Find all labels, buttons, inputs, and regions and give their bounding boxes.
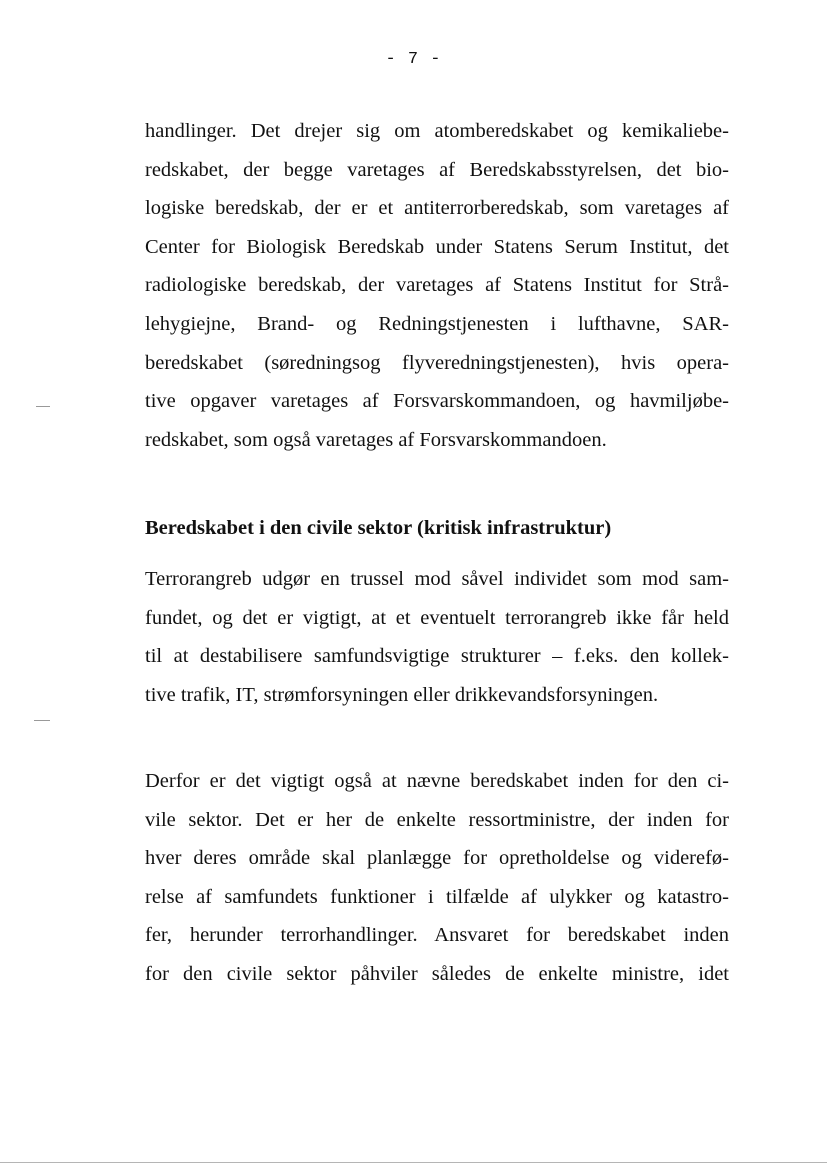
text-line: redskabet, der begge varetages af Beredskabsstyrelsen, det bio- — [145, 158, 729, 181]
text-line: Center for Biologisk Beredskab under Statens Serum Institut, det — [145, 235, 729, 258]
text-line: Terrorangreb udgør en trussel mod såvel individet som mod sam- — [145, 568, 729, 590]
text-line: tive opgaver varetages af Forsvarskommandoen, og havmiljøbe- — [145, 390, 729, 413]
text-line: hver deres område skal planlægge for opretholdelse og viderefø- — [145, 847, 729, 870]
scan-mark — [36, 406, 50, 407]
section-heading: Beredskabet i den civile sektor (kritisk infrastruktur) — [145, 517, 612, 539]
paragraph-civil-sector — [145, 762, 729, 994]
text-line: til at destabilisere samfundsvigtige strukturer – f.eks. den kollek- — [145, 645, 729, 668]
paragraph-terror-threat — [145, 560, 729, 714]
text-line: beredskabet (søredningsog flyveredningstjenesten), hvis opera- — [145, 351, 729, 374]
text-line: handlinger. Det drejer sig om atomberedskabet og kemikaliebe- — [145, 120, 729, 142]
text-line: radiologiske beredskab, der varetages af Statens Institut for Strå- — [145, 274, 729, 297]
text-line: logiske beredskab, der er et antiterrorberedskab, som varetages af — [145, 197, 729, 220]
scan-mark — [34, 720, 50, 721]
text-line: lehygiejne, Brand- og Redningstjenesten i lufthavne, SAR- — [145, 312, 729, 335]
text-line: for den civile sektor påhviler således de enkelte ministre, idet — [145, 962, 729, 985]
page-number: - 7 - — [385, 50, 442, 69]
text-line: tive trafik, IT, strømforsyningen eller drikkevandsforsyningen. — [145, 683, 659, 706]
text-line: redskabet, som også varetages af Forsvarskommandoen. — [145, 428, 607, 451]
text-line: Derfor er det vigtigt også at nævne beredskabet inden for den ci- — [145, 770, 729, 792]
text-line: fundet, og det er vigtigt, at et eventuelt terrorangreb ikke får held — [145, 606, 729, 629]
text-line: relse af samfundets funktioner i tilfælde af ulykker og katastro- — [145, 885, 729, 908]
footer-rule — [0, 1162, 827, 1163]
text-line: vile sektor. Det er her de enkelte ressortministre, der inden for — [145, 808, 729, 831]
paragraph-continued — [145, 112, 729, 459]
text-line: fer, herunder terrorhandlinger. Ansvaret for beredskabet inden — [145, 924, 729, 947]
